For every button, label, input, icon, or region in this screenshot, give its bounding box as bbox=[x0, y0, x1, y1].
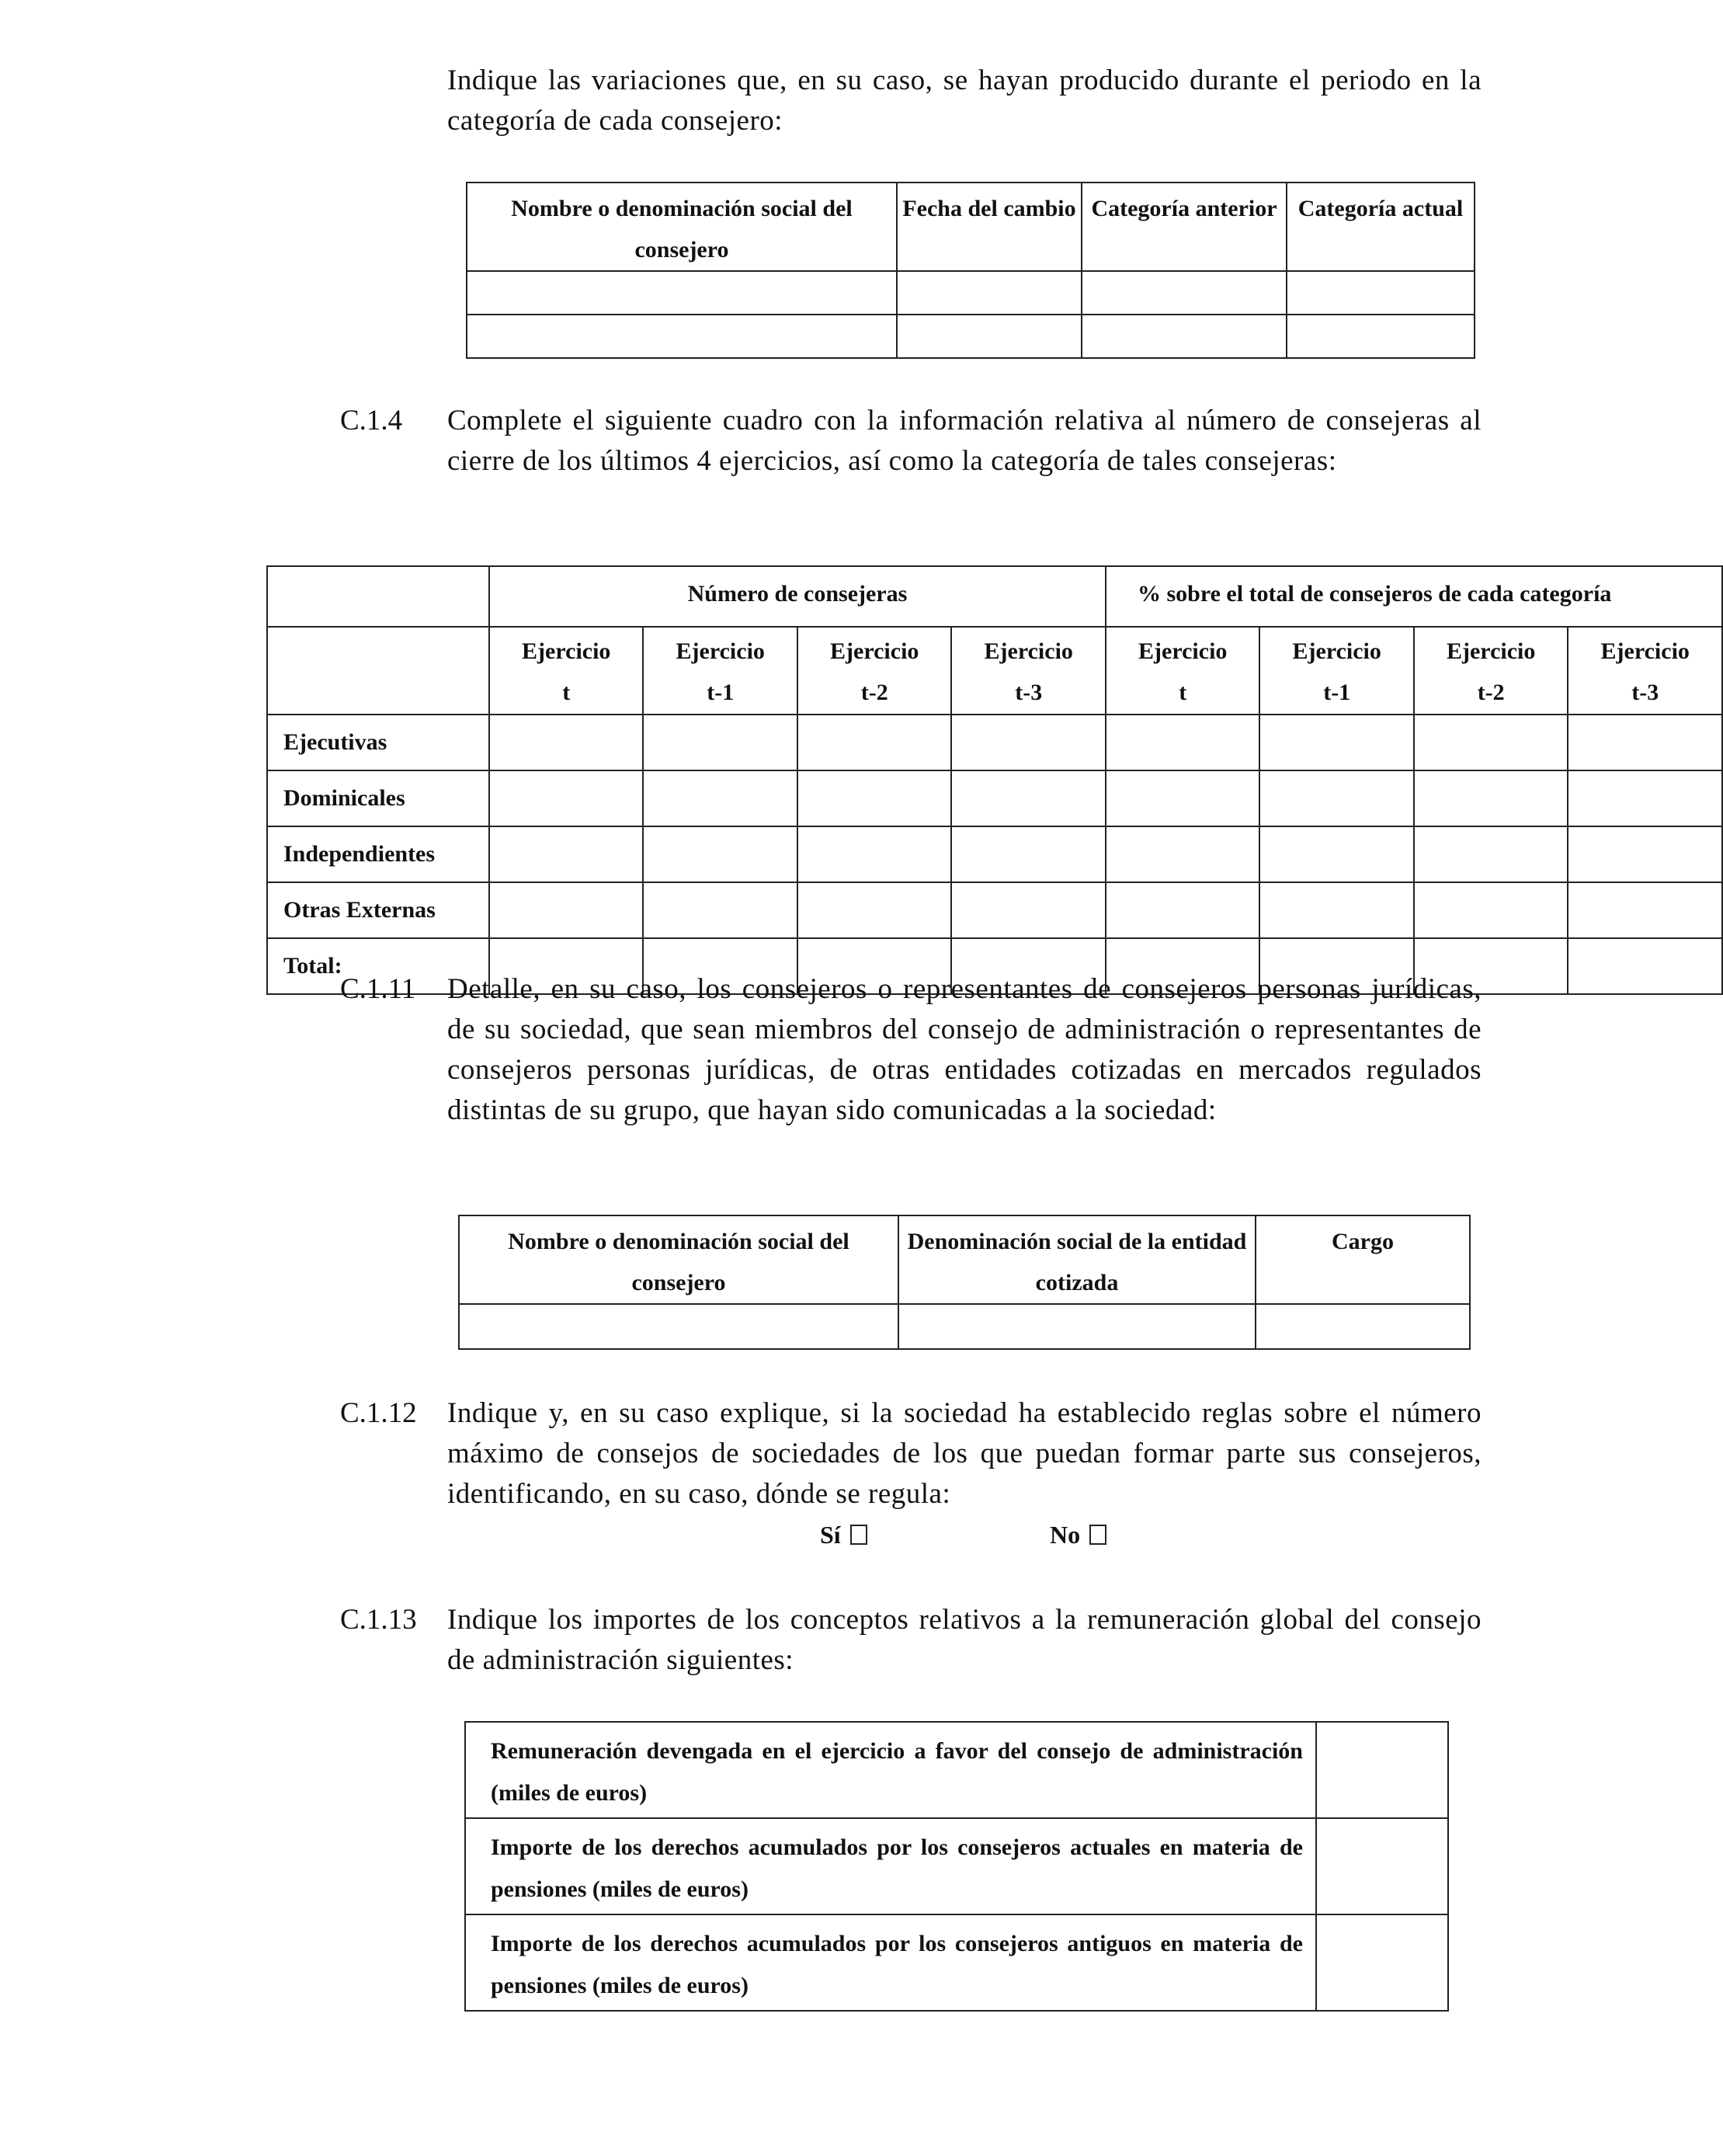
year-header: Ejercicio t-3 bbox=[951, 627, 1106, 715]
header-director-name: Nombre o denominación social del consejero bbox=[459, 1215, 898, 1304]
year-header: Ejercicio t-2 bbox=[797, 627, 951, 715]
corner-cell bbox=[267, 627, 489, 715]
year-header: Ejercicio t-1 bbox=[643, 627, 797, 715]
table-row bbox=[267, 882, 1722, 938]
no-checkbox[interactable] bbox=[1089, 1525, 1106, 1545]
current-pensions-label: Importe de los derechos acumulados por los consejeros actuales en materia de pensiones (miles de euros) bbox=[465, 1818, 1316, 1914]
header-current-category: Categoría actual bbox=[1287, 183, 1475, 271]
row-label: Total: bbox=[267, 938, 489, 994]
section-number-c14: C.1.4 bbox=[340, 405, 403, 436]
section-text-c14: Complete el siguiente cuadro con la información relativa al número de consejeras al cierre de los últimos 4 ejercicios, así como la categoría de tales consejeras: bbox=[447, 405, 1482, 477]
empty-cell bbox=[898, 1304, 1256, 1349]
row-label: Independientes bbox=[267, 826, 489, 882]
year-header: Ejercicio t-3 bbox=[1568, 627, 1722, 715]
year-header: Ejercicio t-1 bbox=[1259, 627, 1413, 715]
yes-option[interactable] bbox=[820, 1514, 867, 1555]
listed-companies-table bbox=[458, 1215, 1471, 1350]
section-number-c111: C.1.11 bbox=[340, 973, 416, 1005]
empty-cell bbox=[459, 1304, 898, 1349]
year-header: Ejercicio t bbox=[1106, 627, 1259, 715]
table-row bbox=[465, 1722, 1448, 1818]
table-row bbox=[465, 1818, 1448, 1914]
section-text-c113: Indique los importes de los conceptos relativos a la remuneración global del consejo de administración siguientes: bbox=[447, 1604, 1482, 1676]
amount-cell bbox=[1316, 1818, 1448, 1914]
female-directors-table bbox=[266, 565, 1723, 995]
row-label: Ejecutivas bbox=[267, 715, 489, 770]
amount-cell bbox=[1316, 1722, 1448, 1818]
section-text-c112: Indique y, en su caso explique, si la sociedad ha establecido reglas sobre el número máximo de consejos de sociedades de los que puedan formar parte sus consejeros, identificando, en su caso, dónde se regula: bbox=[447, 1397, 1482, 1510]
amount-cell bbox=[1316, 1914, 1448, 2011]
remuneration-label: Remuneración devengada en el ejercicio a favor del consejo de administración (miles de euros) bbox=[465, 1722, 1316, 1818]
remuneration-table bbox=[464, 1721, 1449, 2012]
corner-cell bbox=[267, 566, 489, 627]
table-row bbox=[267, 770, 1722, 826]
empty-cell bbox=[1256, 1304, 1470, 1349]
header-director-name: Nombre o denominación social del consejero bbox=[467, 183, 897, 271]
table-row bbox=[465, 1914, 1448, 2011]
section-number-c113: C.1.13 bbox=[340, 1604, 417, 1636]
header-listed-entity: Denominación social de la entidad cotizada bbox=[898, 1215, 1256, 1304]
no-label: No bbox=[1050, 1521, 1081, 1549]
header-position: Cargo bbox=[1256, 1215, 1470, 1304]
group-header-percent: % sobre el total de consejeros de cada categoría bbox=[1106, 566, 1722, 627]
header-change-date: Fecha del cambio bbox=[897, 183, 1082, 271]
header-previous-category: Categoría anterior bbox=[1082, 183, 1287, 271]
table-row bbox=[267, 826, 1722, 882]
section-number-c112: C.1.12 bbox=[340, 1397, 417, 1429]
table-row bbox=[267, 715, 1722, 770]
intro-paragraph: Indique las variaciones que, en su caso, se hayan producido durante el periodo en la categoría de cada consejero: bbox=[447, 64, 1482, 137]
row-label: Otras Externas bbox=[267, 882, 489, 938]
year-header: Ejercicio t bbox=[489, 627, 643, 715]
former-pensions-label: Importe de los derechos acumulados por los consejeros antiguos en materia de pensiones (miles de euros) bbox=[465, 1914, 1316, 2011]
no-option[interactable] bbox=[1050, 1514, 1106, 1555]
year-header: Ejercicio t-2 bbox=[1414, 627, 1568, 715]
yes-label: Sí bbox=[820, 1521, 841, 1549]
row-label: Dominicales bbox=[267, 770, 489, 826]
section-text-c111: Detalle, en su caso, los consejeros o representantes de consejeros personas jurídicas, de su sociedad, que sean miembros del consejo de administración o representantes de consejeros personas jurídicas, de otras entidades cotizadas en mercados regulados distintas de su grupo, que hayan sido comunicadas a la sociedad: bbox=[447, 973, 1482, 1126]
table-row bbox=[459, 1304, 1470, 1349]
yes-checkbox[interactable] bbox=[850, 1525, 867, 1545]
group-header-count: Número de consejeras bbox=[489, 566, 1106, 627]
